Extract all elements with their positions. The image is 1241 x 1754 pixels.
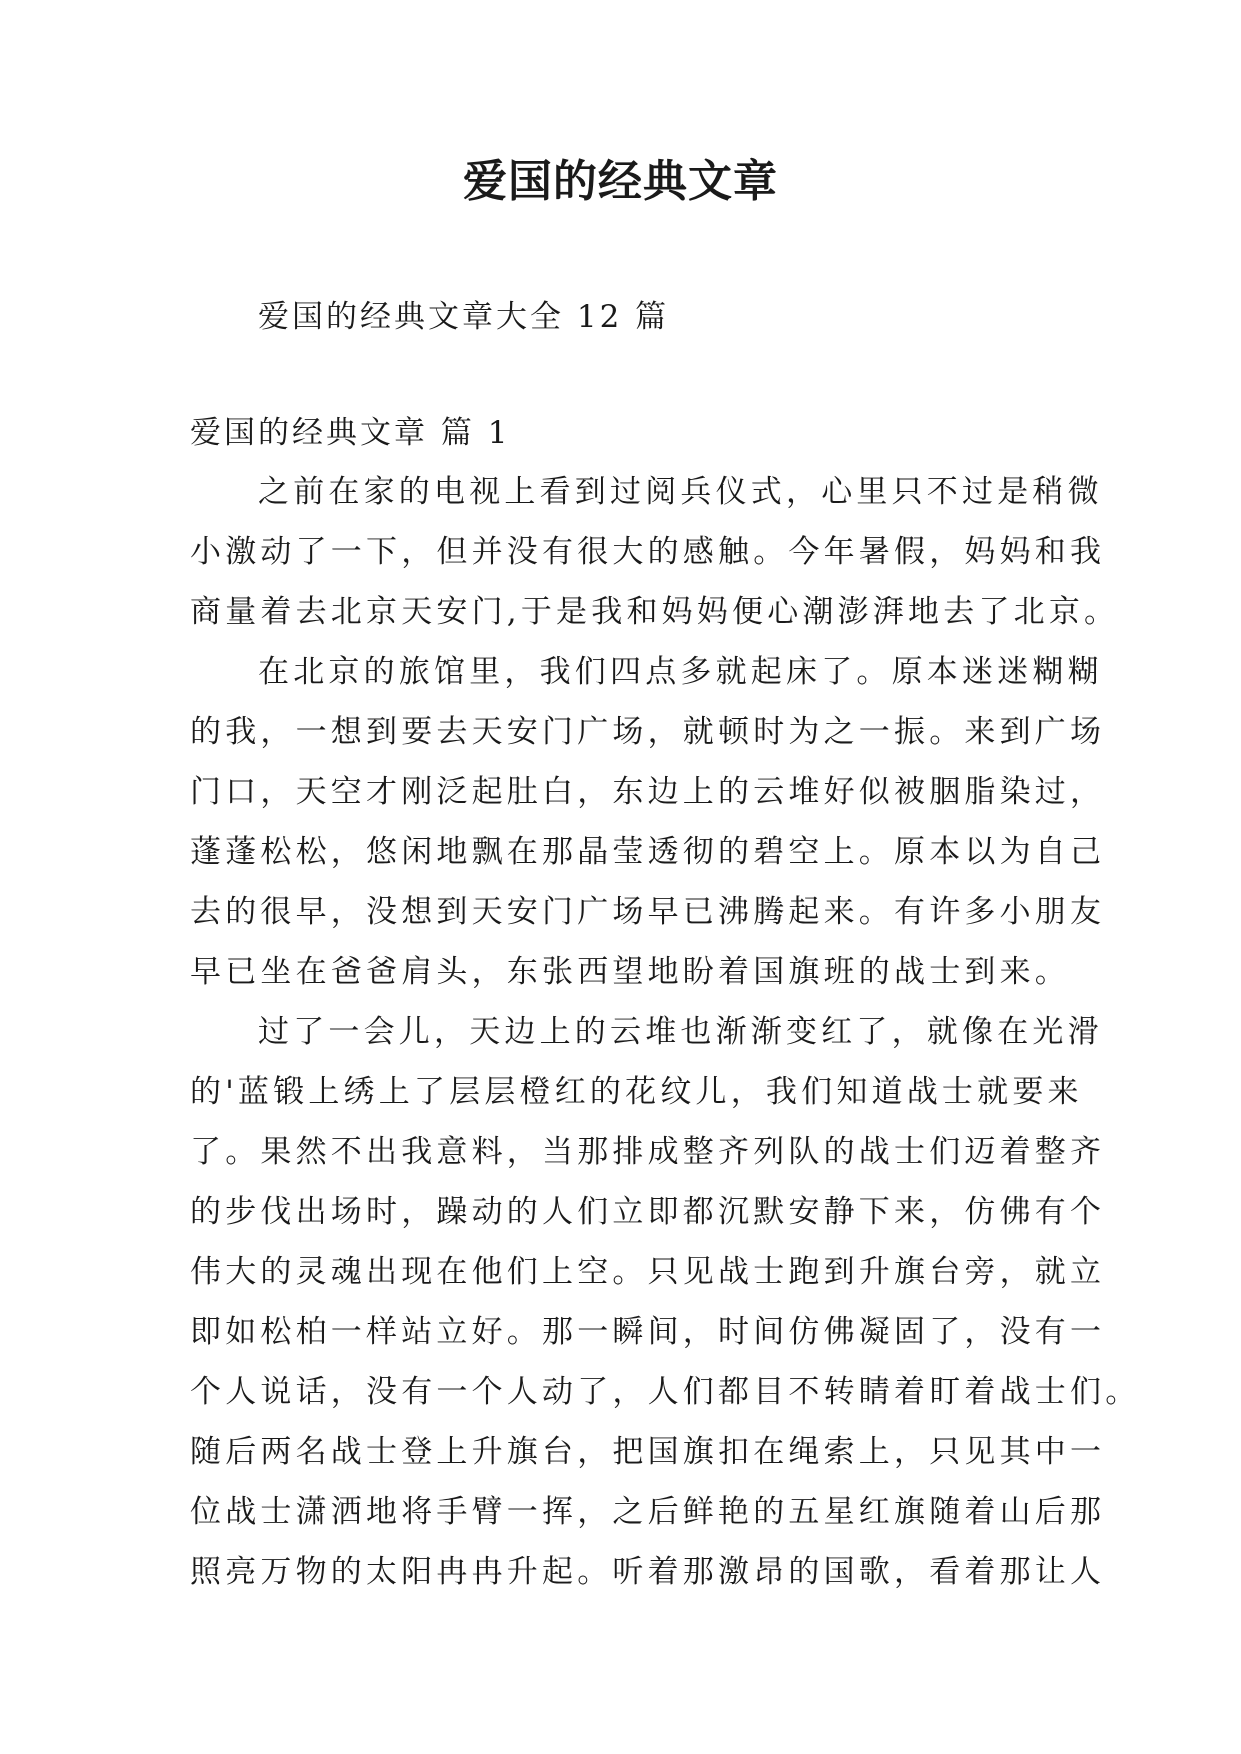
document-subtitle: 爱国的经典文章大全 12 篇 — [258, 299, 670, 335]
body-line: 了。果然不出我意料，当那排成整齐列队的战士们迈着整齐 — [190, 1134, 1106, 1170]
body-line: 小激动了一下，但并没有很大的感触。今年暑假，妈妈和我 — [190, 534, 1106, 570]
body-line: 伟大的灵魂出现在他们上空。只见战士跑到升旗台旁，就立 — [190, 1254, 1106, 1290]
document-title: 爱国的经典文章 — [463, 156, 778, 207]
body-line: 过了一会儿，天边上的云堆也渐渐变红了，就像在光滑 — [258, 1014, 1103, 1050]
body-line: 的步伐出场时，躁动的人们立即都沉默安静下来，仿佛有个 — [190, 1194, 1106, 1230]
article-body — [190, 462, 1141, 1602]
body-line: 之前在家的电视上看到过阅兵仪式，心里只不过是稍微 — [258, 474, 1103, 510]
body-line: 门口，天空才刚泛起肚白，东边上的云堆好似被胭脂染过， — [190, 774, 1106, 810]
body-line: 随后两名战士登上升旗台，把国旗扣在绳索上，只见其中一 — [190, 1434, 1106, 1470]
body-line: 早已坐在爸爸肩头，东张西望地盼着国旗班的战士到来。 — [190, 954, 1070, 990]
body-line: 的'蓝锻上绣上了层层橙红的花纹儿，我们知道战士就要来 — [190, 1074, 1083, 1110]
body-line: 的我，一想到要去天安门广场，就顿时为之一振。来到广场 — [190, 714, 1106, 750]
body-line: 商量着去北京天安门,于是我和妈妈便心潮澎湃地去了北京。 — [190, 594, 1120, 630]
body-line: 蓬蓬松松，悠闲地飘在那晶莹透彻的碧空上。原本以为自己 — [190, 834, 1106, 870]
body-line: 去的很早，没想到天安门广场早已沸腾起来。有许多小朋友 — [190, 894, 1106, 930]
body-line: 照亮万物的太阳冉冉升起。听着那激昂的国歌，看着那让人 — [190, 1554, 1106, 1590]
body-line: 即如松柏一样站立好。那一瞬间，时间仿佛凝固了，没有一 — [190, 1314, 1106, 1350]
body-line: 位战士潇洒地将手臂一挥，之后鲜艳的五星红旗随着山后那 — [190, 1494, 1106, 1530]
body-line: 在北京的旅馆里，我们四点多就起床了。原本迷迷糊糊 — [258, 654, 1103, 690]
section-heading: 爱国的经典文章 篇 1 — [190, 415, 511, 451]
body-line: 个人说话，没有一个人动了，人们都目不转睛着盯着战士们。 — [190, 1374, 1141, 1410]
